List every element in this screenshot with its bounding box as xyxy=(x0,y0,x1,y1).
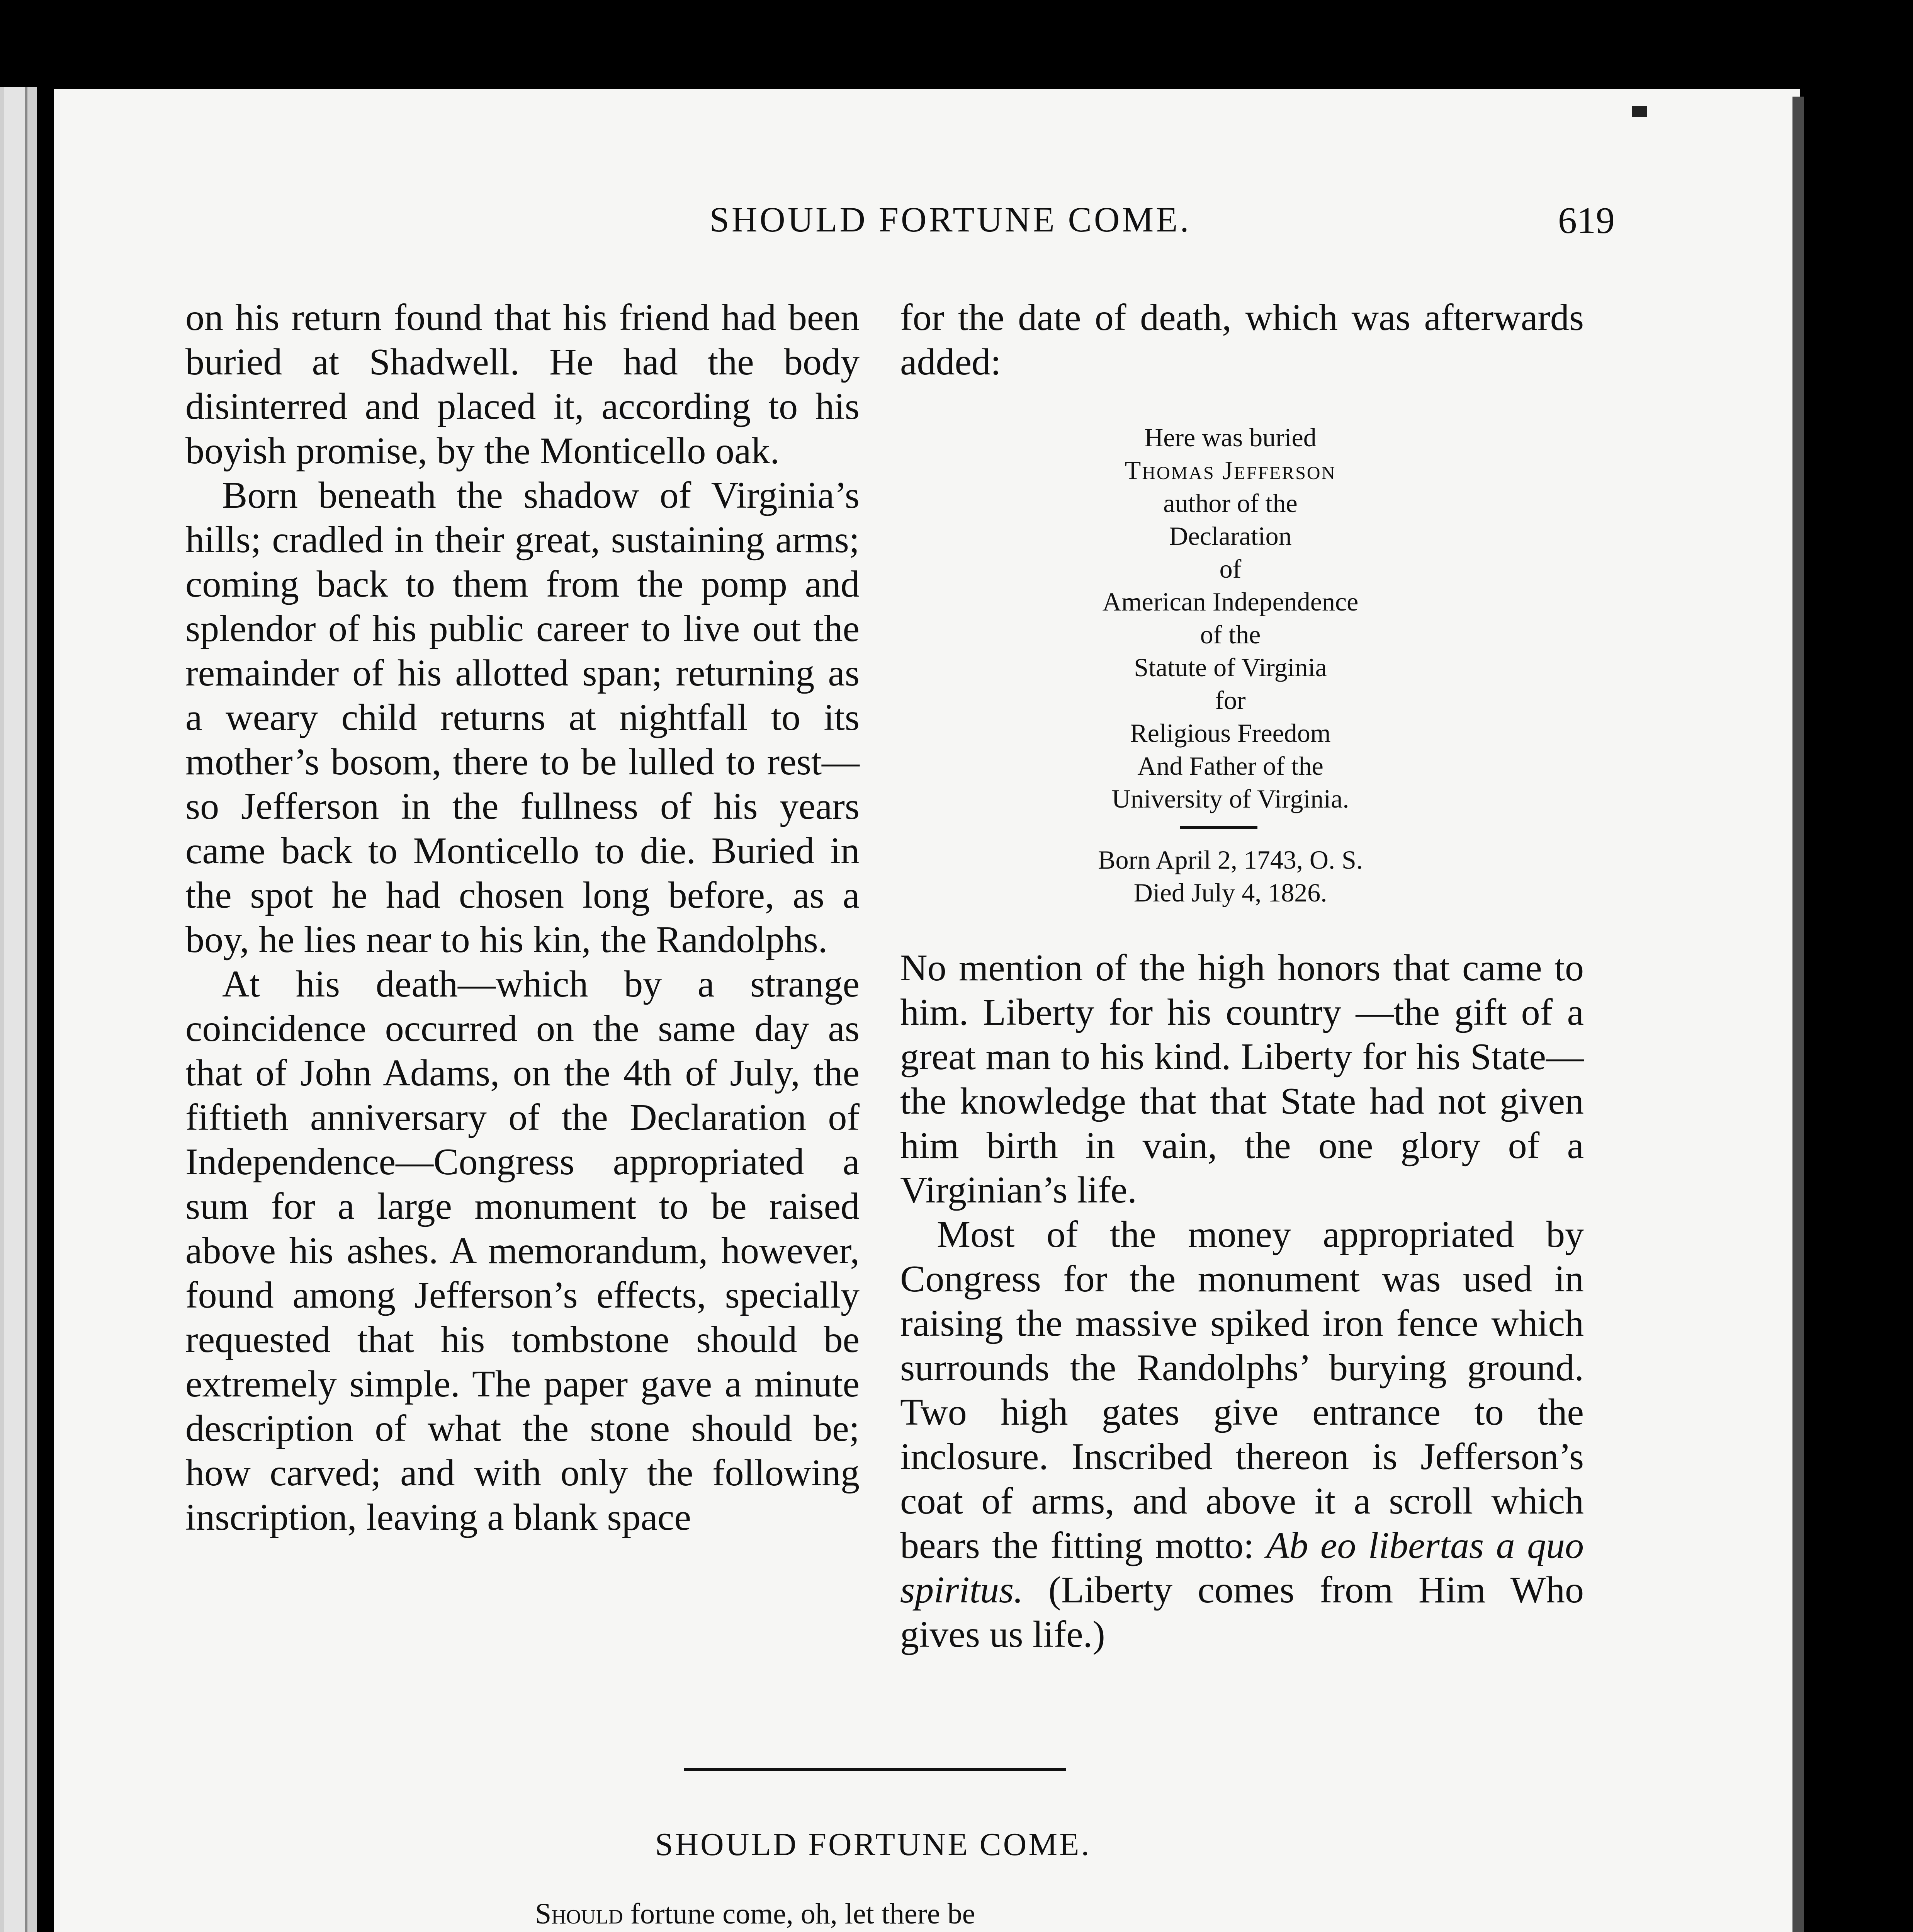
paragraph-text: Most of the money appropriated by Congress for the monument was used in raising the massive spiked iron fence which surrounds the Randolphs’ burying ground. Two high gates give entrance to the inclosure. Inscribed thereon is Jefferson’s coat of arms, and above it a scroll which bears the fitting motto: xyxy=(900,1214,1584,1566)
inscription-line: of the xyxy=(1200,620,1261,649)
paragraph: on his return found that his friend had been buried at Shadwell. He had the body disinterred and placed it, according to his boyish promise, by the Monticello oak. xyxy=(185,297,860,472)
poem-first-word: Should xyxy=(535,1898,623,1930)
section-divider xyxy=(684,1768,1066,1771)
poem-title: SHOULD FORTUNE COME. xyxy=(655,1827,1091,1862)
inscription-line: Statute of Virginia xyxy=(1134,653,1327,682)
inscription-born: Born April 2, 1743, O. S. xyxy=(1098,845,1363,874)
adjacent-page-inner xyxy=(4,87,27,1932)
inscription-line: for xyxy=(1215,685,1246,715)
poem-line xyxy=(535,1893,1539,1932)
motto-translation: (Liberty comes from Him Who gives us life.) xyxy=(900,1569,1584,1655)
inscription-line: Declaration xyxy=(1169,521,1292,551)
page-number: 619 xyxy=(1558,200,1615,242)
inscription-rule xyxy=(1180,826,1257,829)
paragraph xyxy=(900,1213,1584,1657)
inscription-died: Died July 4, 1826. xyxy=(1133,878,1327,907)
adjacent-page-edge xyxy=(0,87,37,1932)
print-mark xyxy=(1632,106,1647,117)
inscription-line: Religious Freedom xyxy=(1130,718,1331,748)
poem-line-text: fortune come, oh, let there be xyxy=(623,1898,975,1930)
inscription-name: Thomas Jefferson xyxy=(1125,456,1336,485)
inscription-line: of xyxy=(1219,554,1242,583)
tombstone-inscription xyxy=(900,421,1584,909)
page-edge-shadow xyxy=(1792,97,1804,1932)
paragraph: for the date of death, which was afterwards added: xyxy=(900,297,1584,383)
right-column xyxy=(900,296,1584,1657)
inscription-line: author of the xyxy=(1163,488,1298,518)
running-head: SHOULD FORTUNE COME. xyxy=(709,200,1191,239)
motto: Ab eo libertas a quo spiritus. xyxy=(900,1525,1584,1611)
inscription-line: And Father of the xyxy=(1137,751,1323,781)
inscription-line: University of Virginia. xyxy=(1111,784,1349,813)
left-column xyxy=(185,296,860,1540)
right-column-body xyxy=(900,946,1584,1657)
paragraph: No mention of the high honors that came to him. Liberty for his country —the gift of a great man to his kind. Liberty for his State—the knowledge that that State had not given him birth in vain, the one glory of a Virginian’s life. xyxy=(900,947,1584,1211)
poem xyxy=(535,1893,1539,1932)
inscription-line: American Independence xyxy=(1102,587,1359,616)
paragraph: At his death—which by a strange coincidence occurred on the same day as that of John Adams, on the 4th of July, the fiftieth anniversary of the Declaration of Independence—Congress appropriated a sum for a large monument to be raised above his ashes. A memorandum, however, found among Jefferson’s effects, specially requested that his tombstone should be extremely simple. The paper gave a minute description of what the stone should be; how carved; and with only the following inscription, leaving a blank space xyxy=(185,963,860,1538)
inscription-line: Here was buried xyxy=(1144,423,1317,452)
paragraph: Born beneath the shadow of Virginia’s hills; cradled in their great, sustaining arms; coming back to them from the pomp and splendor of his public career to live out the remainder of his allotted span; returning as a weary child returns at nightfall to its mother’s bosom, there to be lulled to rest—so Jefferson in the fullness of his years came back to Monticello to die. Buried in the spot he had chosen long before, as a boy, he lies near to his kin, the Randolphs. xyxy=(185,474,860,961)
